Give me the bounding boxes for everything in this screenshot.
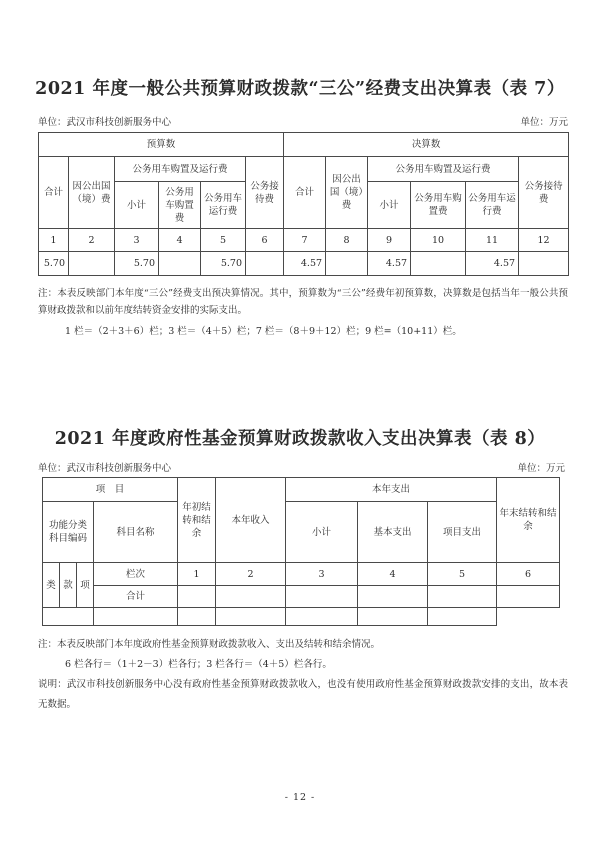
t8-ending-balance-cell: 年末结转和结余 [497,478,560,563]
t8-colnum: 4 [358,563,428,586]
t8-colnum: 6 [497,563,560,586]
t7-colnum: 7 [284,229,326,252]
t8-section-cell: 款 [60,563,77,608]
table8-unit-left: 单位：武汉市科技创新服务中心 [38,463,172,474]
t8-total-value-cell [428,586,497,608]
table7-unit-right: 单位：万元 [520,117,568,128]
t7-budget-total-cell: 合计 [39,157,69,229]
table8-unit-row [38,463,565,475]
t8-total-value-cell [216,586,286,608]
t8-empty-cell [358,608,428,626]
t7-colnum: 9 [368,229,411,252]
t8-item-cell: 项 [77,563,94,608]
t7-colnum: 2 [69,229,115,252]
t7-value-cell: 5.70 [201,252,246,276]
t8-basic-expense-cell: 基本支出 [358,502,428,563]
t7-budget-vehicle-operation-cell: 公务用车运行费 [201,182,246,229]
t7-final-reception-cell: 公务接待费 [519,157,569,229]
t7-value-cell [411,252,466,276]
table8-note-formula: 6 栏各行＝（1＋2－3）栏各行；3 栏各行＝（4＋5）栏各行。 [65,659,332,670]
table7-notes [38,285,568,340]
t7-colnum: 8 [326,229,368,252]
table8-note-text: 注：本表反映部门本年度政府性基金预算财政拨款收入、支出及结转和结余情况。 [38,639,381,650]
t8-empty-code-cell [43,608,94,626]
t8-empty-cell [94,608,178,626]
t8-empty-cell [286,608,358,626]
table8-title: 2021 年度政府性基金预算财政拨款收入支出决算表（表 8） [54,429,546,449]
t8-total-value-cell [497,586,560,608]
t7-value-cell: 4.57 [284,252,326,276]
table7-note-formula: 1 栏＝（2＋3＋6）栏；3 栏＝（4＋5）栏；7 栏＝（8＋9＋12）栏；9 栏=（10+11）栏。 [65,326,462,337]
t8-total-value-cell [178,586,216,608]
t7-value-cell: 5.70 [115,252,159,276]
t7-final-vehicle-group-cell: 公务用车购置及运行费 [368,157,519,182]
t8-total-value-cell [286,586,358,608]
t8-year-income-cell: 本年收入 [216,478,286,563]
t7-colnum: 1 [39,229,69,252]
t7-value-cell [326,252,368,276]
t8-class-cell: 类 [43,563,60,608]
table8 [42,477,560,626]
t7-value-cell: 4.57 [466,252,519,276]
t7-colnum: 6 [246,229,284,252]
t7-colnum: 4 [159,229,201,252]
t7-final-group-cell: 决算数 [284,133,569,157]
t7-value-cell: 4.57 [368,252,411,276]
t7-final-vehicle-operation-cell: 公务用车运行费 [466,182,519,229]
t8-beginning-balance-cell: 年初结转和结余 [178,478,216,563]
t7-budget-vehicle-group-cell: 公务用车购置及运行费 [115,157,246,182]
t7-colnum: 12 [519,229,569,252]
t7-colnum: 10 [411,229,466,252]
t7-final-vehicle-purchase-cell: 公务用车购置费 [411,182,466,229]
page-number: - 12 - [284,792,316,803]
table7 [38,132,569,276]
t8-colnum: 5 [428,563,497,586]
t7-budget-abroad-cell: 因公出国（境）费 [69,157,115,229]
table7-title: 2021 年度一般公共预算财政拨款“三公”经费支出决算表（表 7） [35,79,565,99]
t8-subtotal-cell: 小计 [286,502,358,563]
t7-colnum: 3 [115,229,159,252]
t7-budget-group-cell: 预算数 [39,133,284,157]
t8-total-label-cell: 合计 [94,586,178,608]
t7-final-total-cell: 合计 [284,157,326,229]
t8-project-expense-cell: 项目支出 [428,502,497,563]
t7-budget-subtotal-cell: 小计 [115,182,159,229]
t8-year-expense-group-cell: 本年支出 [286,478,497,502]
t8-code-cell: 功能分类科目编码 [43,502,94,563]
table8-note-explanation: 说明：武汉市科技创新服务中心没有政府性基金预算财政拨款收入，也没有使用政府性基金预算财政拨款安排的支出，故本表无数据。 [38,679,568,710]
t8-empty-cell [216,608,286,626]
t7-final-subtotal-cell: 小计 [368,182,411,229]
t7-final-abroad-cell: 因公出国（境）费 [326,157,368,229]
t8-item-group-cell: 项 目 [43,478,178,502]
t7-colnum: 5 [201,229,246,252]
t7-value-cell [519,252,569,276]
table7-unit-row [38,117,568,129]
t8-lanci-cell: 栏次 [94,563,178,586]
t8-subject-name-cell: 科目名称 [94,502,178,563]
table8-unit-right: 单位：万元 [517,463,565,474]
t7-value-cell [69,252,115,276]
table7-unit-left: 单位：武汉市科技创新服务中心 [38,117,172,128]
t7-value-cell [246,252,284,276]
t8-total-value-cell [358,586,428,608]
t7-value-cell [159,252,201,276]
t8-colnum: 3 [286,563,358,586]
t8-empty-cell [428,608,497,626]
t7-budget-vehicle-purchase-cell: 公务用车购置费 [159,182,201,229]
table7-note-text: 注：本表反映部门本年度“三公”经费支出预决算情况。其中，预算数为“三公”经费年初预算数，决算数是包括当年一般公共预算财政拨款和以前年度结转资金安排的实际支出。 [38,288,568,316]
t7-colnum: 11 [466,229,519,252]
t8-colnum: 2 [216,563,286,586]
t8-empty-cell [178,608,216,626]
t7-value-cell: 5.70 [39,252,69,276]
t7-budget-reception-cell: 公务接待费 [246,157,284,229]
table8-notes [38,635,568,715]
t8-colnum: 1 [178,563,216,586]
